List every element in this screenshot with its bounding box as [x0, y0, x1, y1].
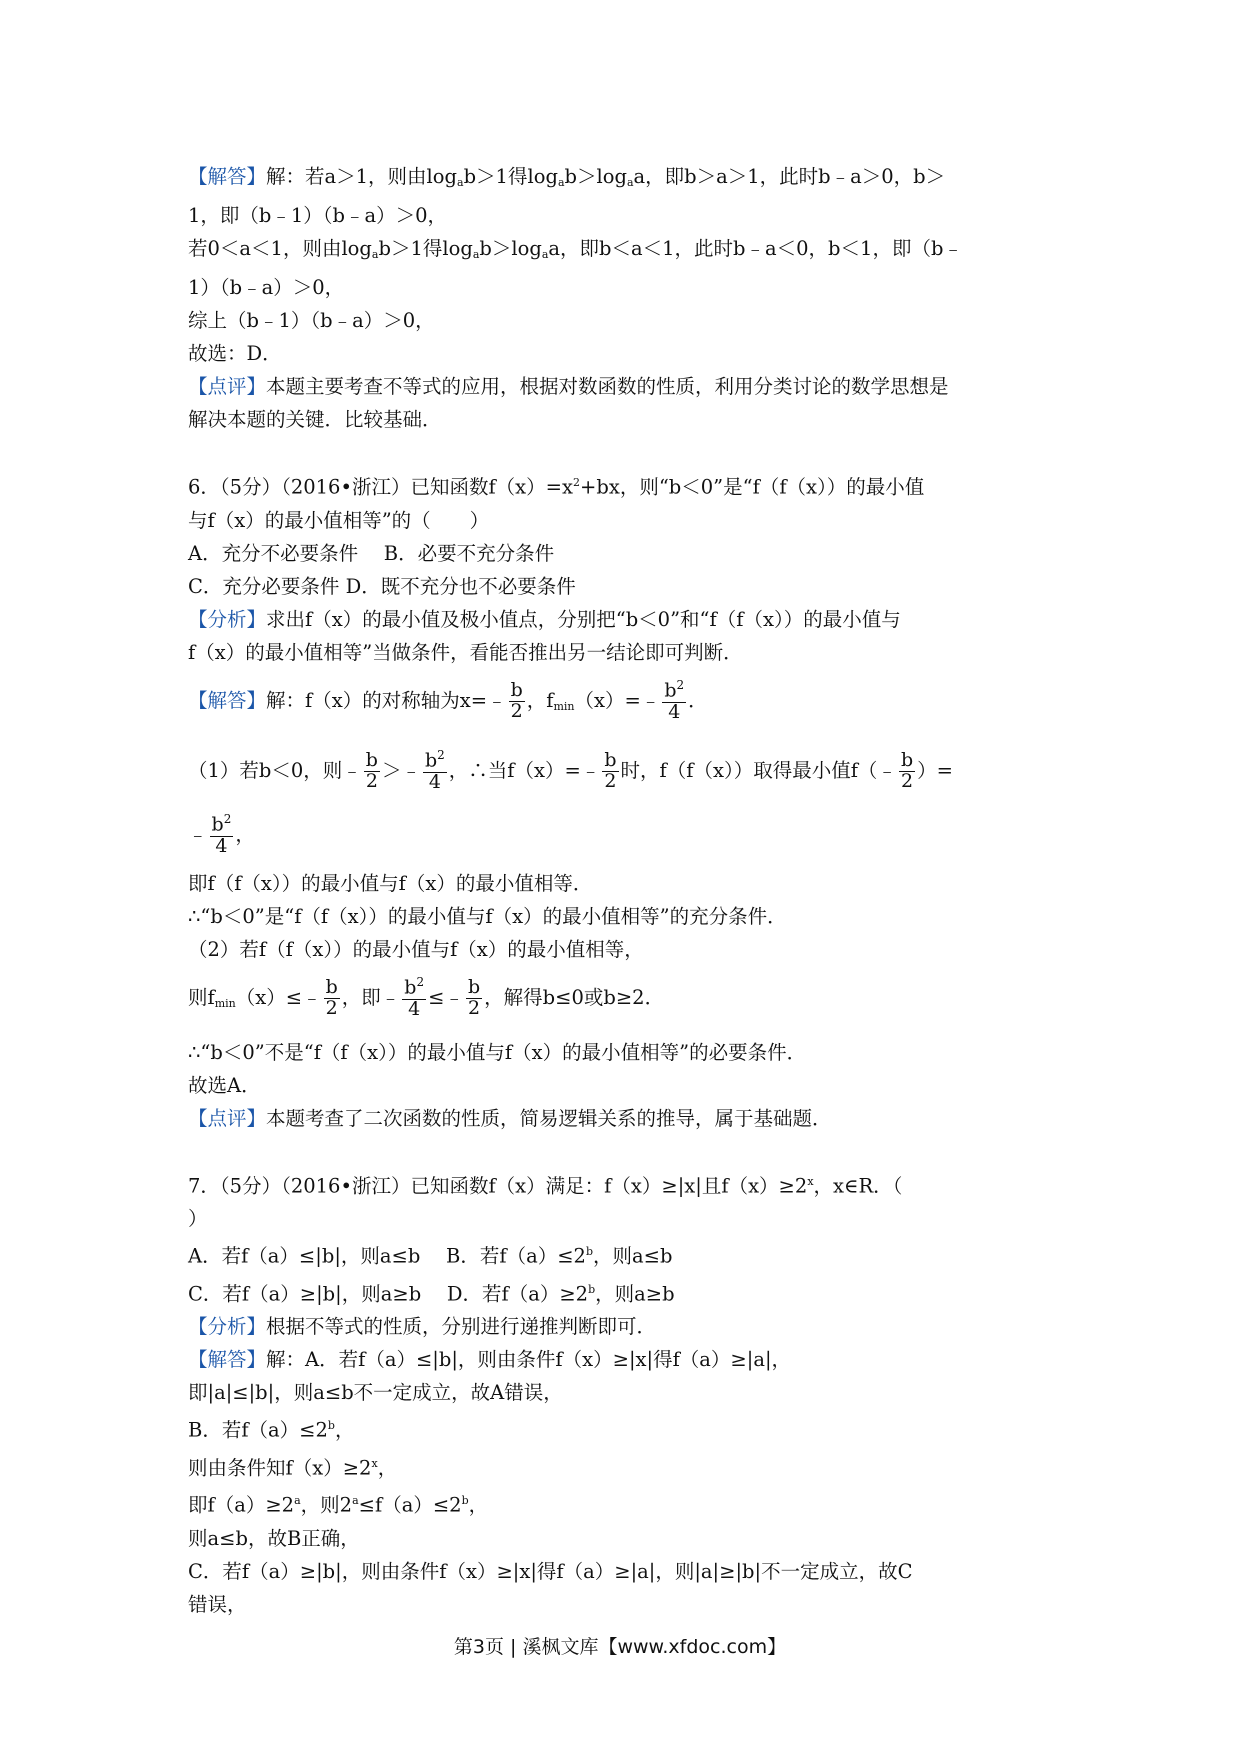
review-tag: 【点评】: [188, 1106, 267, 1130]
text: b＞1得log: [378, 237, 473, 260]
text: ≤f（a）≤2: [358, 1493, 462, 1517]
text: 本题主要考查不等式的应用，根据对数函数的性质，利用分类讨论的数学思想是: [266, 375, 949, 398]
text: ，则2: [300, 1493, 353, 1517]
text: 则由条件知f（x）≥2: [188, 1456, 372, 1479]
denominator: 2: [365, 769, 378, 792]
sol6-math-line3: [188, 803, 1058, 867]
subscript: a: [541, 248, 549, 261]
text: （x）=﹣: [574, 688, 661, 712]
q7-line1: [188, 1165, 1058, 1203]
superscript: b: [585, 1245, 593, 1258]
page-content: [188, 160, 1058, 1621]
denominator: 4: [408, 997, 421, 1020]
text: 时，f（f（x））取得最小值f（﹣: [620, 758, 897, 782]
q6-line1: [188, 466, 1058, 504]
fraction-b2-over-4: [210, 813, 234, 856]
superscript: b: [461, 1494, 469, 1507]
subscript: a: [626, 176, 634, 189]
text: 求出f（x）的最小值及极小值点，分别把“b＜0”和“f（f（x））的最小值与: [266, 607, 901, 631]
denominator: 2: [467, 996, 481, 1019]
text: ，f: [526, 688, 554, 712]
fraction-b2-over-4: [662, 679, 686, 722]
text: ＞﹣: [381, 758, 421, 782]
subscript: a: [557, 176, 565, 189]
q6-option-cd: C．充分必要条件 D．既不充分也不必要条件: [188, 574, 576, 598]
denominator: 2: [510, 699, 523, 722]
text: ，x∈R．（: [813, 1174, 903, 1197]
base: b: [404, 976, 417, 999]
text: b＞log: [479, 237, 542, 260]
numerator: [662, 679, 686, 702]
sol6-line5: ∴“b＜0”是“f（f（x））的最小值与f（x）的最小值相等”的充分条件．: [188, 904, 787, 928]
denominator: 2: [900, 769, 914, 792]
sol5-line2: 1，即（b﹣1）（b﹣a）＞0，: [188, 204, 448, 227]
numerator: [423, 749, 447, 772]
ana6-line2: f（x）的最小值相等”当做条件，看能否推出另一结论即可判断．: [188, 640, 743, 664]
numerator: b: [325, 975, 338, 998]
subscript: a: [371, 248, 379, 261]
text: 即f（a）≥2: [188, 1493, 295, 1517]
denominator: 4: [668, 700, 681, 723]
review6-line1: [188, 1102, 1058, 1135]
ana7-line1: [188, 1310, 1058, 1343]
spacer: [188, 436, 1058, 466]
fraction-b-over-2: [602, 748, 618, 792]
text: b＞log: [564, 165, 627, 188]
text: 7．（5分）（2016•浙江）已知函数f（x）满足：f（x）≥|x|且f（x）≥2: [188, 1174, 808, 1197]
solution-tag: 【解答】: [188, 165, 267, 188]
text: b＞1得log: [463, 165, 558, 188]
text: 本题考查了二次函数的性质，简易逻辑关系的推导，属于基础题．: [266, 1106, 832, 1130]
text: +bx，则“b＜0”是“f（f（x））的最小值: [580, 475, 925, 499]
superscript: b: [327, 1419, 335, 1432]
fraction-b-over-2: [324, 975, 340, 1019]
numerator: b: [467, 975, 481, 998]
review5-line1: [188, 370, 1058, 403]
numerator: b: [604, 748, 617, 771]
text: 解：若a＞1，则由log: [266, 165, 458, 188]
subscript: a: [472, 248, 480, 261]
superscript: x: [807, 1174, 814, 1188]
sol7-line1: [188, 1343, 1058, 1376]
fraction-b2-over-4: [423, 749, 447, 792]
text: ）=: [917, 758, 953, 782]
subscript: a: [457, 176, 464, 189]
superscript: x: [371, 1456, 378, 1470]
subscript: min: [214, 996, 236, 1010]
numerator: b: [900, 748, 914, 771]
exponent: 2: [437, 748, 445, 763]
text: ，∴当f（x）=﹣: [448, 758, 601, 782]
text: ﹣: [188, 822, 208, 846]
sol7-line4: [188, 1447, 1058, 1485]
fraction-b-over-2: [899, 748, 915, 792]
sol7-line7: C．若f（a）≥|b|，则由条件f（x）≥|x|得f（a）≥|a|，则|a|≥|b|不一定成立，故C: [188, 1559, 913, 1583]
text: ，: [235, 822, 255, 846]
sol6-line4: 即f（f（x））的最小值与f（x）的最小值相等．: [188, 871, 593, 895]
superscript: a: [352, 1494, 359, 1507]
sol6-line6: （2）若f（f（x））的最小值与f（x）的最小值相等，: [188, 937, 644, 961]
text: ，解得b≤0或b≥2．: [484, 985, 665, 1009]
q7-option-ab: [188, 1235, 1058, 1273]
text: 6．（5分）（2016•浙江）已知函数f（x）=x: [188, 475, 573, 499]
denominator: 4: [428, 770, 441, 793]
text: ，: [334, 1418, 355, 1442]
sol7-line8: 错误，: [188, 1592, 247, 1616]
exponent: 2: [416, 975, 425, 990]
subscript: min: [553, 699, 575, 713]
sol6-math-line2: [188, 739, 1058, 803]
text: ，: [377, 1456, 398, 1479]
text: a，即b＞a＞1，此时b﹣a＞0，b＞: [633, 165, 946, 188]
solution-tag: 【解答】: [188, 688, 267, 712]
text: a，即b＜a＜1，此时b﹣a＜0，b＜1，即（b﹣: [548, 237, 963, 260]
q6-option-ab: A．充分不必要条件 B．必要不充分条件: [188, 541, 555, 565]
superscript: b: [588, 1282, 596, 1296]
sol7-line3: [188, 1409, 1058, 1447]
text: 若0＜a＜1，则由log: [188, 237, 372, 260]
sol6-line9: 故选A．: [188, 1073, 261, 1097]
fraction-b-over-2: [364, 748, 380, 792]
page-footer: [0, 1632, 1240, 1659]
text: ，: [468, 1493, 489, 1517]
text: 根据不等式的性质，分别进行递推判断即可．: [266, 1315, 657, 1338]
sol7-line6: 则a≤b，故B正确，: [188, 1526, 360, 1550]
sol5-line4: 1）（b﹣a）＞0，: [188, 276, 345, 299]
sol5-line5: 综上（b﹣1）（b﹣a）＞0，: [188, 309, 435, 332]
q7-option-cd: [188, 1273, 1058, 1311]
text: 解：f（x）的对称轴为x=﹣: [266, 688, 507, 712]
text: 则f: [188, 985, 215, 1009]
text: ≤﹣: [428, 985, 464, 1009]
denominator: 2: [604, 769, 617, 792]
fraction-b-over-2: [466, 975, 482, 1019]
fraction-b-over-2: [509, 678, 525, 722]
text: ．: [688, 688, 708, 712]
fraction-b2-over-4: [402, 976, 426, 1019]
review-tag: 【点评】: [188, 375, 267, 398]
review5-line2: 解决本题的关键．比较基础．: [188, 408, 442, 431]
ana6-line1: [188, 603, 1058, 636]
text: A．若f（a）≤|b|，则a≤b B．若f（a）≤2: [188, 1244, 586, 1268]
analysis-tag: 【分析】: [188, 1315, 267, 1338]
sol5-line3: [188, 232, 1058, 271]
superscript: a: [294, 1494, 301, 1507]
text: B．若f（a）≤2: [188, 1418, 328, 1442]
exponent: 2: [223, 812, 232, 827]
superscript: 2: [573, 476, 580, 489]
analysis-tag: 【分析】: [188, 607, 267, 631]
base: b: [211, 813, 224, 836]
text: ，则a≥b: [595, 1282, 675, 1305]
denominator: 4: [215, 834, 228, 857]
text: （1）若b＜0，则﹣: [188, 758, 362, 782]
sol6-math-line7: [188, 966, 1058, 1036]
sol5-line6: 故选：D．: [188, 342, 282, 365]
text: （x）≤﹣: [235, 985, 322, 1009]
sol6-math-line1: [188, 669, 1058, 739]
q7-line2: ）: [188, 1207, 208, 1230]
solution-tag: 【解答】: [188, 1348, 267, 1371]
sol6-line8: ∴“b＜0”不是“f（f（x））的最小值与f（x）的最小值相等”的必要条件．: [188, 1040, 807, 1064]
sol5-line1: [188, 160, 1058, 199]
text: 解：A．若f（a）≤|b|，则由条件f（x）≥|x|得f（a）≥|a|，: [266, 1348, 792, 1371]
text: C．若f（a）≥|b|，则a≥b D．若f（a）≥2: [188, 1282, 589, 1305]
numerator: b: [365, 748, 378, 771]
sol7-line5: [188, 1484, 1058, 1522]
numerator: [402, 976, 426, 999]
sol7-line2: 即|a|≤|b|，则a≤b不一定成立，故A错误，: [188, 1381, 563, 1404]
spacer: [188, 1135, 1058, 1165]
numerator: [210, 813, 234, 836]
text: ，即﹣: [341, 985, 401, 1009]
base: b: [664, 679, 677, 702]
base: b: [424, 749, 438, 772]
numerator: b: [510, 678, 523, 701]
q6-line2: 与f（x）的最小值相等”的（ ）: [188, 508, 490, 532]
text: ，则a≤b: [593, 1244, 673, 1268]
footer-text: 第3页 | 溪枫文库【www.xfdoc.com】: [453, 1636, 787, 1658]
denominator: 2: [325, 996, 338, 1019]
exponent: 2: [676, 678, 685, 693]
